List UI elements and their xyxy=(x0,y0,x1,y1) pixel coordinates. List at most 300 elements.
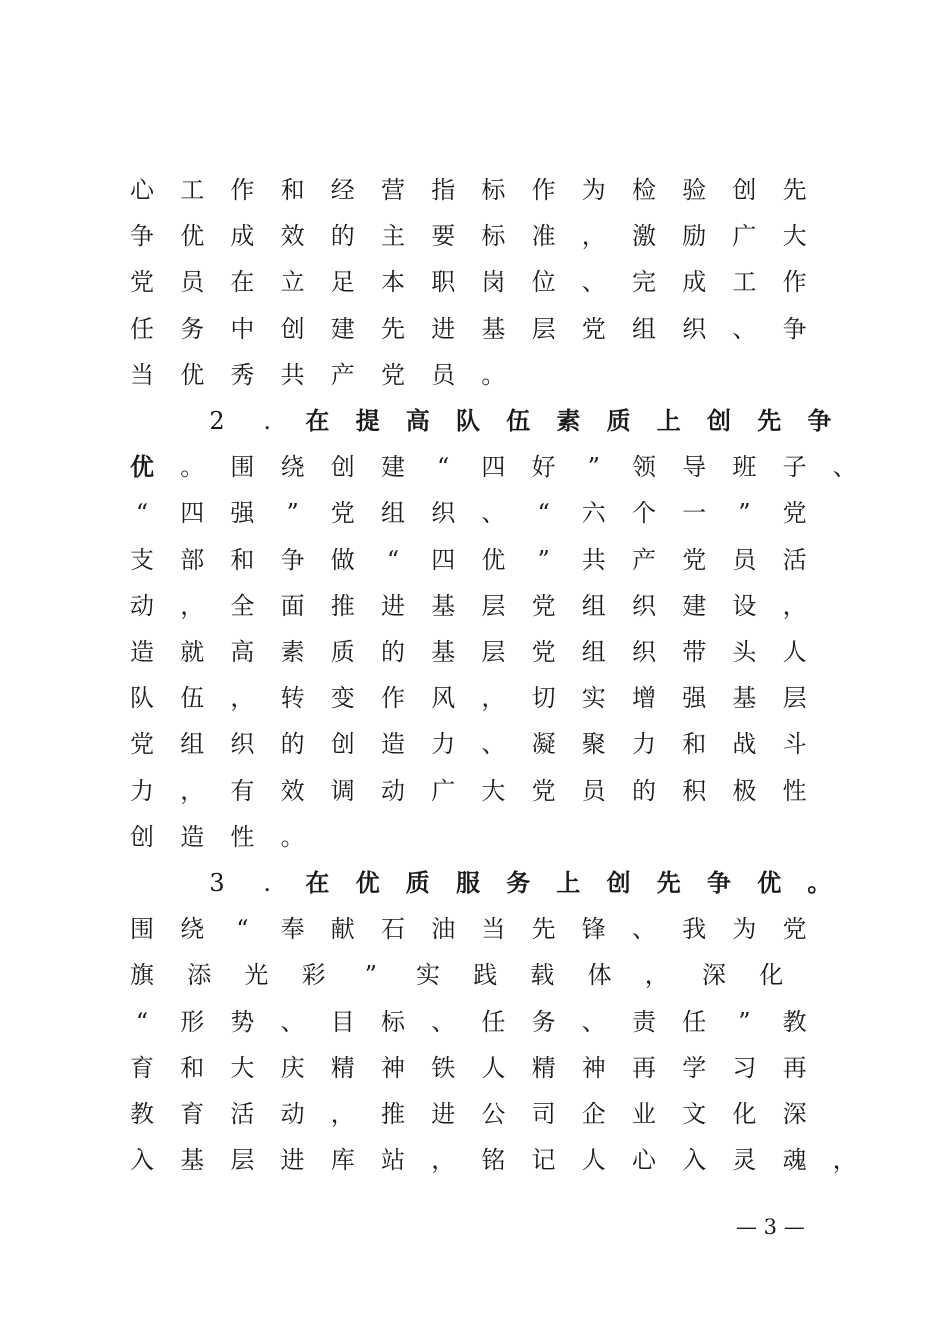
text-char: 目 xyxy=(330,1007,355,1036)
text-char: 提 xyxy=(355,406,380,435)
text-char: 作 xyxy=(230,176,255,204)
text-char: 先 xyxy=(381,314,405,343)
text-char: 凝 xyxy=(531,730,556,759)
text-line xyxy=(0,447,950,487)
text-char: 再 xyxy=(632,1053,656,1082)
text-char: 先 xyxy=(757,406,782,435)
text-char: 队 xyxy=(456,406,480,435)
text-char: 建 xyxy=(381,453,405,482)
text-char: 组 xyxy=(381,499,405,528)
text-char: 践 xyxy=(473,961,498,990)
text-line xyxy=(0,493,950,533)
text-char: 党 xyxy=(381,360,405,389)
text-char: “ xyxy=(236,915,249,944)
text-char: ， xyxy=(431,1146,456,1175)
text-char: 四 xyxy=(481,453,506,482)
text-char: 织 xyxy=(682,314,707,343)
text-char: 推 xyxy=(330,591,355,620)
text-char: 围 xyxy=(130,915,154,944)
text-char: 司 xyxy=(531,1100,556,1128)
text-char: 锋 xyxy=(581,915,606,944)
text-char: 全 xyxy=(230,591,255,620)
text-char: 力 xyxy=(130,776,154,805)
text-char: ” xyxy=(587,453,600,482)
text-char: 献 xyxy=(330,915,355,944)
text-char: 战 xyxy=(732,730,757,759)
text-char: ， xyxy=(782,591,807,620)
text-line xyxy=(0,309,950,349)
text-char: 员 xyxy=(180,268,205,297)
text-char: 入 xyxy=(130,1146,154,1175)
text-char: 动 xyxy=(280,1100,305,1128)
text-char: 优 xyxy=(180,360,205,389)
text-char: 上 xyxy=(556,868,581,897)
text-char: 强 xyxy=(682,684,707,713)
text-char: 成 xyxy=(230,222,255,251)
text-char: ， xyxy=(180,776,205,805)
text-char: 组 xyxy=(632,314,656,343)
text-line xyxy=(0,216,950,256)
text-char: 广 xyxy=(732,222,757,251)
text-line xyxy=(0,771,950,811)
text-char: 的 xyxy=(381,638,405,666)
text-char: 标 xyxy=(381,1007,405,1036)
text-char: 主 xyxy=(381,222,405,251)
text-char: 。 xyxy=(180,453,205,482)
text-char: 。 xyxy=(481,360,506,389)
text-char: 造 xyxy=(130,638,154,666)
text-char: ， xyxy=(481,684,506,713)
text-char: 增 xyxy=(632,684,656,713)
text-char: 在 xyxy=(305,406,330,435)
text-char: 织 xyxy=(230,730,255,759)
text-char: 绕 xyxy=(280,453,305,482)
text-char: “ xyxy=(537,499,550,528)
text-char: 优 xyxy=(355,868,380,897)
text-char: 公 xyxy=(481,1100,506,1128)
text-char: ， xyxy=(644,961,669,990)
text-char: 要 xyxy=(431,222,456,251)
text-char: 质 xyxy=(330,638,355,666)
text-char: 基 xyxy=(180,1146,205,1175)
text-char: 进 xyxy=(381,591,405,620)
text-char: 务 xyxy=(506,868,531,897)
text-char: 准 xyxy=(531,222,556,251)
text-char: 织 xyxy=(431,499,456,528)
text-char: 导 xyxy=(682,453,707,482)
text-char: 验 xyxy=(682,176,707,204)
text-char: 共 xyxy=(581,545,606,574)
text-char: 育 xyxy=(180,1100,205,1128)
text-char: ， xyxy=(581,222,606,251)
text-line xyxy=(0,817,950,857)
text-char: 本 xyxy=(381,268,405,297)
text-char: 上 xyxy=(656,406,681,435)
text-char: 、 xyxy=(732,314,757,343)
text-char: 优 xyxy=(180,222,205,251)
text-char: 魂 xyxy=(782,1146,807,1175)
text-line xyxy=(0,909,950,949)
text-char: 的 xyxy=(280,730,305,759)
text-char: 和 xyxy=(682,730,707,759)
text-char: 共 xyxy=(280,360,305,389)
text-char: ， xyxy=(180,591,205,620)
text-char: 深 xyxy=(702,961,726,990)
text-line xyxy=(0,170,950,210)
text-char: 性 xyxy=(782,776,807,805)
text-char: 光 xyxy=(244,961,269,990)
text-char: 组 xyxy=(581,638,606,666)
text-char: 标 xyxy=(481,176,506,204)
text-char: 层 xyxy=(230,1146,255,1175)
text-char: 工 xyxy=(732,268,757,297)
text-char: 面 xyxy=(280,591,305,620)
text-char: 作 xyxy=(531,176,556,204)
text-char: 有 xyxy=(230,776,255,805)
text-char: 一 xyxy=(682,499,707,528)
text-char: 铭 xyxy=(481,1146,506,1175)
text-char: 力 xyxy=(431,730,456,759)
text-char: 党 xyxy=(531,638,556,666)
text-char: 3 xyxy=(209,869,225,897)
text-char: 优 xyxy=(481,545,506,574)
text-char: 产 xyxy=(330,360,355,389)
text-char: 高 xyxy=(405,406,430,435)
text-char: 伍 xyxy=(180,684,205,713)
text-char: 教 xyxy=(130,1100,154,1128)
text-char: 我 xyxy=(682,915,707,944)
text-char: 企 xyxy=(581,1100,606,1128)
text-char: 设 xyxy=(732,591,757,620)
text-char: 指 xyxy=(431,176,456,204)
text-char: 位 xyxy=(531,268,556,297)
text-char: 进 xyxy=(431,314,456,343)
text-char: 党 xyxy=(531,776,556,805)
text-char: 工 xyxy=(180,176,205,204)
text-char: 的 xyxy=(330,222,355,251)
text-char: 争 xyxy=(130,222,154,251)
text-char: 伍 xyxy=(506,406,531,435)
text-char: 完 xyxy=(632,268,656,297)
text-char: 创 xyxy=(732,176,757,204)
text-char: 层 xyxy=(481,591,506,620)
text-char: 党 xyxy=(782,499,807,528)
text-char: 2 xyxy=(209,407,225,435)
text-line xyxy=(0,724,950,764)
text-line xyxy=(0,262,950,302)
text-char: 进 xyxy=(431,1100,456,1128)
text-char: 为 xyxy=(732,915,757,944)
text-char: ” xyxy=(286,499,299,528)
text-char: 质 xyxy=(606,406,631,435)
text-char: 中 xyxy=(230,314,255,343)
text-char: 和 xyxy=(180,1053,205,1082)
text-char: 铁 xyxy=(431,1053,456,1082)
text-char: 高 xyxy=(230,638,255,666)
text-char: 。 xyxy=(807,868,832,897)
text-char: 人 xyxy=(481,1053,506,1082)
text-char: 围 xyxy=(230,453,255,482)
text-char: 人 xyxy=(782,638,807,666)
text-char: 素 xyxy=(556,406,581,435)
text-char: 创 xyxy=(606,868,631,897)
text-char: 和 xyxy=(280,176,305,204)
text-char: 当 xyxy=(481,915,506,944)
text-char: 绕 xyxy=(180,915,205,944)
text-char: 效 xyxy=(280,776,305,805)
text-char: 斗 xyxy=(782,730,807,759)
text-char: 立 xyxy=(280,268,305,297)
text-char: 在 xyxy=(230,268,255,297)
text-char: 性 xyxy=(230,822,255,851)
text-char: 任 xyxy=(130,314,154,343)
text-line xyxy=(0,678,950,718)
text-char: 调 xyxy=(330,776,355,805)
text-char: 力 xyxy=(632,730,656,759)
text-char: 进 xyxy=(280,1146,305,1175)
text-char: ， xyxy=(230,684,255,713)
text-line xyxy=(0,1048,950,1088)
text-char: 旗 xyxy=(130,961,154,990)
text-char: 体 xyxy=(587,961,612,990)
text-char: 变 xyxy=(330,684,355,713)
text-char: 个 xyxy=(632,499,656,528)
text-char: 、 xyxy=(481,730,506,759)
text-line xyxy=(0,1140,950,1180)
text-char: 动 xyxy=(381,776,405,805)
text-char: 成 xyxy=(682,268,707,297)
text-char: 推 xyxy=(381,1100,405,1128)
text-char: 聚 xyxy=(581,730,606,759)
text-char: 库 xyxy=(330,1146,355,1175)
text-char: 创 xyxy=(330,453,355,482)
text-char: 基 xyxy=(481,314,506,343)
text-char: 责 xyxy=(632,1007,656,1036)
text-char: 再 xyxy=(782,1053,807,1082)
text-char: 优 xyxy=(757,868,782,897)
text-char: 务 xyxy=(531,1007,556,1036)
text-char: ” xyxy=(537,545,550,574)
text-char: 层 xyxy=(481,638,506,666)
text-char: 深 xyxy=(782,1100,807,1128)
text-char: ， xyxy=(330,1100,355,1128)
text-char: 部 xyxy=(180,545,205,574)
text-char: 织 xyxy=(632,638,656,666)
text-char: 争 xyxy=(782,314,807,343)
text-char: 实 xyxy=(581,684,606,713)
text-char: 先 xyxy=(782,176,807,204)
text-char: 造 xyxy=(180,822,205,851)
text-line xyxy=(0,401,950,441)
text-char: “ xyxy=(135,499,149,528)
text-char: 组 xyxy=(581,591,606,620)
text-char: 庆 xyxy=(280,1053,305,1082)
text-char: 业 xyxy=(632,1100,656,1128)
text-char: 在 xyxy=(305,868,330,897)
text-char: 效 xyxy=(280,222,305,251)
text-char: 造 xyxy=(381,730,405,759)
text-char: 务 xyxy=(180,314,205,343)
text-char: 、 xyxy=(280,1007,305,1036)
text-char: 优 xyxy=(130,452,154,482)
text-char: 好 xyxy=(531,453,556,482)
text-char: 作 xyxy=(381,684,405,713)
text-char: 大 xyxy=(230,1053,255,1082)
text-char: 精 xyxy=(531,1053,556,1082)
text-char: 子 xyxy=(782,453,807,482)
text-char: 基 xyxy=(431,591,456,620)
text-char: 当 xyxy=(130,360,154,389)
text-char: 创 xyxy=(130,822,154,851)
text-char: 员 xyxy=(581,776,606,805)
text-char: 员 xyxy=(431,360,456,389)
text-char: 形 xyxy=(180,1007,205,1036)
text-line xyxy=(0,632,950,672)
text-char: 领 xyxy=(632,453,656,482)
text-char: 任 xyxy=(682,1007,707,1036)
text-char: 争 xyxy=(707,868,731,897)
text-char: 层 xyxy=(531,314,556,343)
text-line xyxy=(0,955,950,995)
text-char: 头 xyxy=(732,638,757,666)
text-char: 的 xyxy=(632,776,656,805)
text-char: “ xyxy=(135,1007,149,1036)
text-char: 组 xyxy=(180,730,205,759)
text-char: 、 xyxy=(581,268,606,297)
text-char: 灵 xyxy=(732,1146,757,1175)
text-char: 活 xyxy=(782,545,807,574)
text-char: . xyxy=(263,407,271,435)
text-char: 记 xyxy=(531,1146,556,1175)
text-char: 风 xyxy=(431,684,456,713)
text-char: 心 xyxy=(632,1146,656,1175)
text-char: 激 xyxy=(632,222,656,251)
text-char: . xyxy=(263,869,271,897)
text-char: 队 xyxy=(130,684,154,713)
text-char: 神 xyxy=(581,1053,606,1082)
text-char: 教 xyxy=(782,1007,807,1036)
text-char: 创 xyxy=(707,406,731,435)
text-char: 广 xyxy=(431,776,456,805)
text-char: 神 xyxy=(381,1053,405,1082)
text-char: 带 xyxy=(682,638,707,666)
text-char: 六 xyxy=(581,499,606,528)
text-char: 支 xyxy=(130,545,154,574)
text-char: 石 xyxy=(381,915,405,944)
text-char: 产 xyxy=(632,545,656,574)
text-char: 习 xyxy=(732,1053,757,1082)
text-char: “ xyxy=(437,453,450,482)
text-char: ” xyxy=(738,499,751,528)
text-char: 、 xyxy=(832,453,857,482)
text-char: 站 xyxy=(381,1146,405,1175)
text-char: 转 xyxy=(280,684,305,713)
text-char: ” xyxy=(738,1007,751,1036)
text-char: 作 xyxy=(782,268,807,297)
text-char: 载 xyxy=(530,961,555,990)
text-char: 育 xyxy=(130,1053,154,1082)
text-char: 、 xyxy=(581,1007,606,1036)
text-char: 入 xyxy=(682,1146,707,1175)
text-char: 党 xyxy=(130,730,154,759)
text-char: ” xyxy=(364,961,377,990)
text-line xyxy=(0,1094,950,1134)
text-char: 职 xyxy=(431,268,456,297)
text-char: 四 xyxy=(431,545,456,574)
text-line xyxy=(0,1002,950,1042)
text-char: 建 xyxy=(682,591,707,620)
text-char: 文 xyxy=(682,1100,707,1128)
text-char: 素 xyxy=(280,638,305,666)
text-char: 创 xyxy=(330,730,355,759)
text-char: 、 xyxy=(481,499,506,528)
text-char: 标 xyxy=(481,222,506,251)
text-line xyxy=(0,863,950,903)
text-char: 先 xyxy=(656,868,681,897)
text-char: 实 xyxy=(416,961,440,990)
text-char: 就 xyxy=(180,638,205,666)
text-char: 切 xyxy=(531,684,556,713)
text-char: 活 xyxy=(230,1100,255,1128)
text-char: 党 xyxy=(531,591,556,620)
text-char: 为 xyxy=(581,176,606,204)
text-char: 争 xyxy=(280,545,305,574)
text-char: 质 xyxy=(405,868,430,897)
text-char: 。 xyxy=(280,822,305,851)
text-line xyxy=(0,586,950,626)
text-char: 层 xyxy=(782,684,807,713)
text-char: 基 xyxy=(732,684,757,713)
text-char: 党 xyxy=(330,499,355,528)
text-char: 党 xyxy=(130,268,154,297)
text-char: 营 xyxy=(381,176,405,204)
text-char: 强 xyxy=(230,499,255,528)
text-char: 党 xyxy=(682,545,707,574)
text-char: 先 xyxy=(531,915,556,944)
text-char: 经 xyxy=(330,176,355,204)
text-char: 学 xyxy=(682,1053,707,1082)
text-char: 建 xyxy=(330,314,355,343)
text-char: 大 xyxy=(481,776,506,805)
text-line xyxy=(0,355,950,395)
text-char: 励 xyxy=(682,222,707,251)
text-char: 岗 xyxy=(481,268,506,297)
text-char: 做 xyxy=(330,545,355,574)
text-char: 检 xyxy=(632,176,656,204)
text-char: 秀 xyxy=(230,360,255,389)
text-char: 足 xyxy=(330,268,355,297)
text-line xyxy=(0,540,950,580)
text-char: 、 xyxy=(431,1007,456,1036)
text-char: 和 xyxy=(230,545,255,574)
text-char: 、 xyxy=(632,915,656,944)
text-char: 员 xyxy=(732,545,757,574)
text-char: 党 xyxy=(581,314,606,343)
text-char: 心 xyxy=(130,176,154,204)
text-char: 党 xyxy=(782,915,807,944)
text-char: 油 xyxy=(431,915,456,944)
text-char: 动 xyxy=(130,591,154,620)
text-char: 化 xyxy=(732,1100,757,1128)
text-char: 添 xyxy=(187,961,212,990)
text-char: 极 xyxy=(732,776,757,805)
text-char: “ xyxy=(386,545,400,574)
text-char: 基 xyxy=(431,638,456,666)
text-char: 织 xyxy=(632,591,656,620)
text-char: 奉 xyxy=(280,915,305,944)
page-number: — 3 — xyxy=(736,1215,805,1239)
text-char: 创 xyxy=(280,314,305,343)
